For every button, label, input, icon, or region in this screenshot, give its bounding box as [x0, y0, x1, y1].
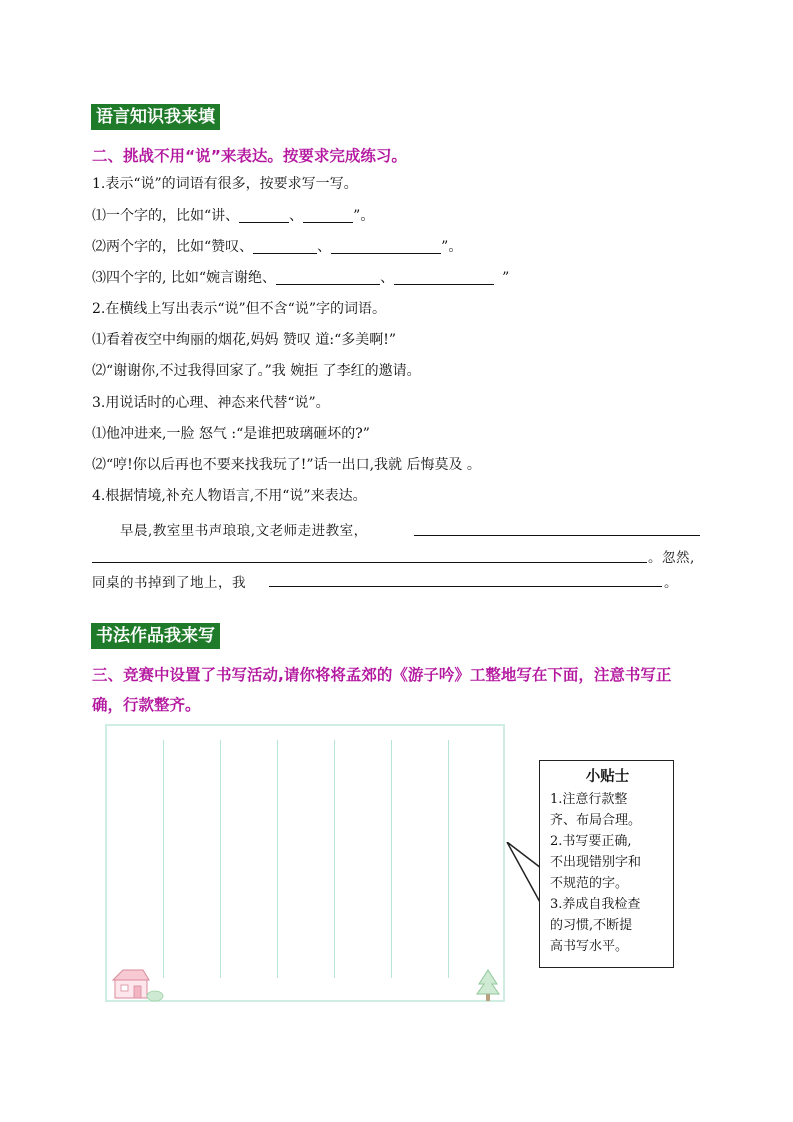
tree-icon — [475, 968, 501, 1002]
tips-line: 齐、布局合理。 — [550, 813, 642, 828]
answer-blank[interactable] — [303, 206, 353, 223]
q1-intro: 1.表示“说”的词语有很多，按要求写一写。 — [92, 176, 358, 192]
tips-line: 高书写水平。 — [550, 939, 629, 954]
section-heading-two: 二、挑战不用“说”来表达。按要求完成练习。 — [92, 147, 407, 165]
column-line — [334, 740, 335, 978]
answer-line[interactable] — [269, 586, 662, 587]
column-line — [391, 740, 392, 978]
q2-a: ⑴看着夜空中绚丽的烟花,妈妈 赞叹 道:“多美啊!” — [92, 332, 397, 348]
tips-box — [539, 760, 674, 968]
q1-a-end: ”。 — [353, 208, 375, 224]
q1-a-sep: 、 — [289, 208, 304, 224]
q3-b: ⑵“哼!你以后再也不要来找我玩了!”话一出口,我就 后悔莫及 。 — [92, 457, 481, 473]
q2-b: ⑵“谢谢你,不过我得回家了。”我 婉拒 了李红的邀请。 — [92, 363, 421, 379]
answer-line[interactable] — [92, 562, 647, 563]
column-line — [448, 740, 449, 978]
q3-intro: 3.用说话时的心理、神态来代替“说”。 — [92, 395, 330, 411]
q4-line2-end: 。忽然, — [648, 550, 695, 566]
section-banner-calligraphy: 书法作品我来写 — [91, 623, 220, 649]
q1-c-prefix: ⑶四个字的, 比如“婉言谢绝、 — [92, 270, 277, 286]
tips-line: 的习惯,不断提 — [550, 918, 633, 933]
section-heading-three-cont: 确，行款整齐。 — [92, 696, 201, 714]
q1-b-line — [92, 236, 462, 258]
answer-blank[interactable] — [276, 268, 380, 285]
q1-b-end: ”。 — [441, 239, 463, 255]
q4-line1: 早晨,教室里书声琅琅,文老师走进教室， — [120, 523, 368, 539]
column-line — [220, 740, 221, 978]
house-icon — [109, 966, 165, 1002]
column-line — [277, 740, 278, 978]
tips-title: 小贴士 — [585, 769, 630, 785]
q2-intro: 2.在横线上写出表示“说”但不含“说”字的词语。 — [92, 301, 386, 317]
q1-a-line — [92, 205, 374, 227]
section-banner-language: 语言知识我来填 — [91, 104, 220, 130]
answer-blank[interactable] — [253, 237, 317, 254]
q4-intro: 4.根据情境,补充人物语言,不用“说”来表达。 — [92, 488, 367, 504]
tips-line: 1.注意行款整 — [550, 792, 628, 807]
tips-line: 不出现错别字和 — [550, 855, 642, 870]
q1-c-sep: 、 — [380, 270, 395, 286]
section-heading-three: 三、竞赛中设置了书写活动,请你将将孟郊的《游子吟》工整地写在下面，注意书写正 — [92, 666, 672, 684]
q4-line3-prefix: 同桌的书掉到了地上，我 — [92, 575, 246, 591]
tips-line: 不规范的字。 — [550, 876, 629, 891]
writing-frame[interactable] — [105, 724, 505, 1002]
q1-b-prefix: ⑵两个字的，比如“赞叹、 — [92, 239, 254, 255]
answer-blank[interactable] — [239, 206, 289, 223]
answer-line[interactable] — [414, 535, 700, 536]
tips-line: 2.书写要正确, — [550, 834, 632, 849]
q3-a: ⑴他冲进来,一脸 怒气 :“是谁把玻璃砸坏的?” — [92, 426, 370, 442]
q1-a-prefix: ⑴一个字的，比如“讲、 — [92, 208, 240, 224]
q1-c-line — [92, 267, 509, 289]
answer-blank[interactable] — [331, 237, 441, 254]
q1-c-end: ” — [502, 270, 510, 286]
tips-line: 3.养成自我检查 — [550, 897, 641, 912]
column-line — [163, 740, 164, 978]
q1-b-sep: 、 — [317, 239, 332, 255]
q4-line3-end: 。 — [664, 575, 678, 591]
answer-blank[interactable] — [394, 268, 494, 285]
